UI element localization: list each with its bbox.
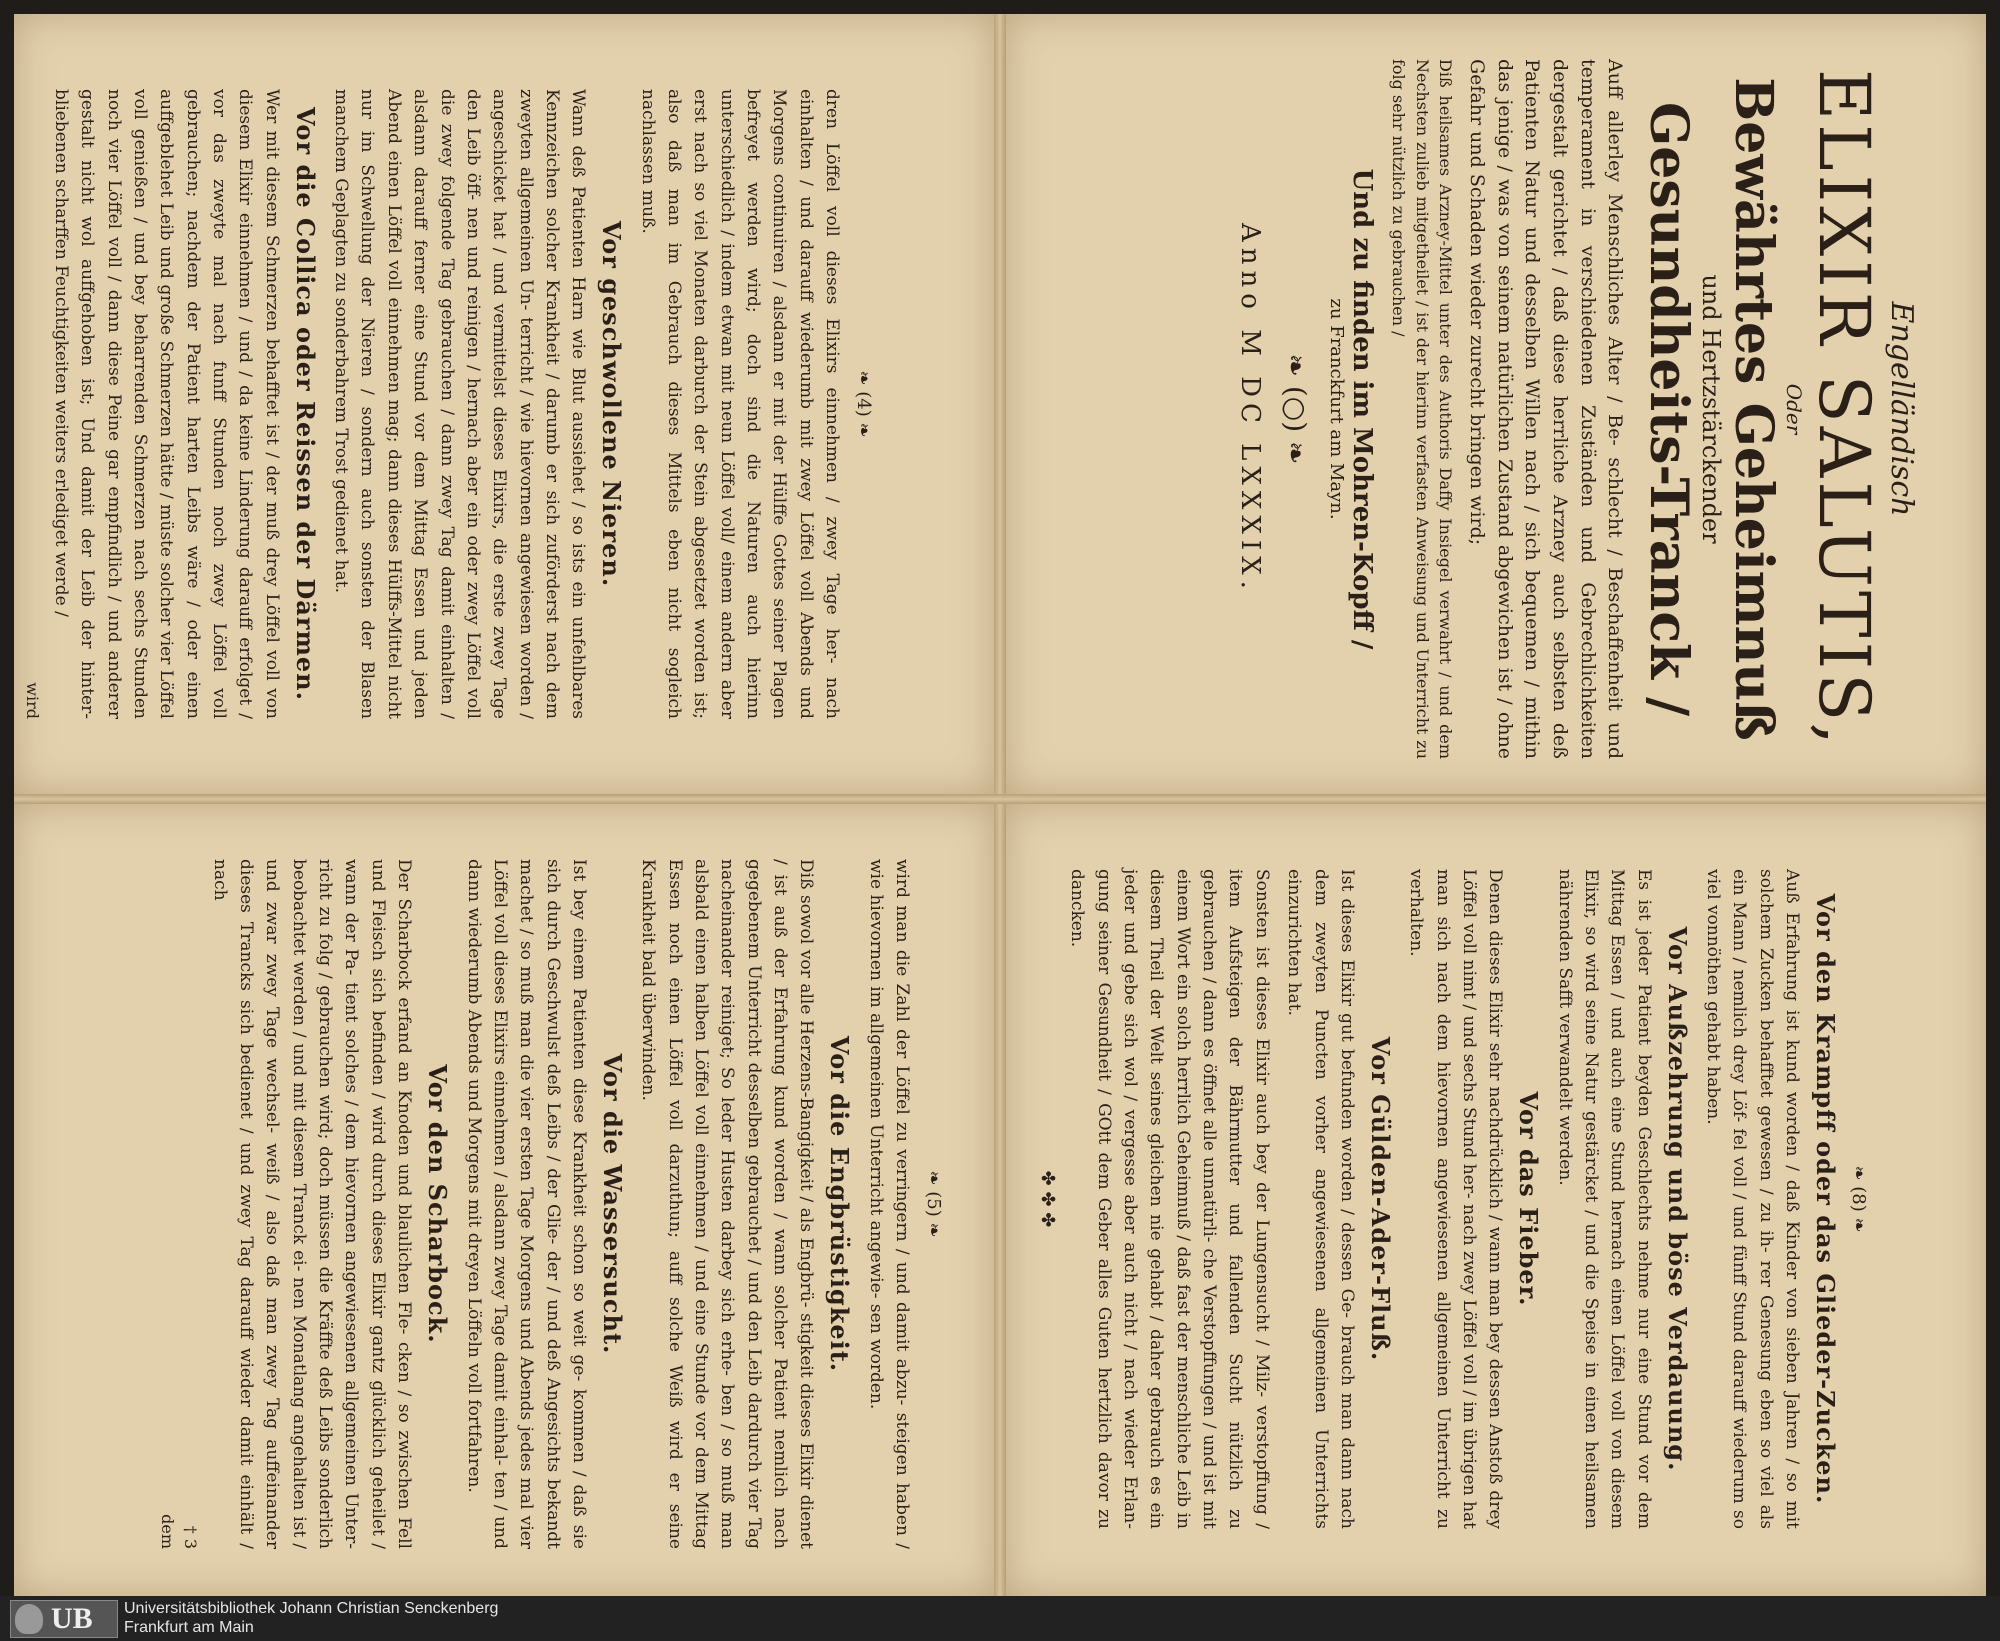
- title-line: Oder: [1782, 383, 1807, 435]
- section-heading: Vor Gülden-Ader-Fluß.: [1365, 1036, 1395, 1362]
- portrait-icon: [15, 1604, 43, 1634]
- section-heading: Vor den Scharbock.: [423, 1064, 453, 1344]
- library-logo: [10, 1600, 118, 1638]
- title-page-text: [1235, 59, 1919, 759]
- ornament: ❧ (○) ❧: [1279, 353, 1313, 465]
- paragraph: Der Scharbock erfand an Knoden und blaulichen Fle- cken / so zwischen Fell und Fleisch sich befinden / wird durch dieses Elixir gantz glücklich geheilet / wann der Pa- tient solches / dem hievornen angewiesenen allgemeinen Unter- richt zu folg / gebrauchen wird; doch müssen die Kräffte deß Leibs sonderlich beobachtet werden / und mit diesem Tranck ei- nen Monatlang angehalten ist / und zwar zwey Tage wechsel- weiß / also daß man zwey Tag auffeinander dieses Trancks sich bedienet / und zwey Tag darauff wieder damit einhält / nach: [209, 859, 415, 1549]
- title-line: Engelländisch: [1884, 301, 1919, 517]
- paragraph: Auß Erfahrung ist kund worden / daß Kinder von sieben Jahren / so mit solchem Zucken behafftet gewesen / zu ih- rer Genesung eben so viel als ein Mann / nemlich drey Löf- fel voll / und fünff Stund darauff wiederum so viel vonnöthen gehabt haben.: [1702, 869, 1802, 1529]
- title-line: Gesundheits-Tranck /: [1638, 101, 1700, 717]
- paragraph: Wann deß Patienten Harn wie Blut aussiehet / so ists ein unfehlbares Kennzeichen solcher Krankheit / darumb er sich zuförderst nach dem zweyten allgemeinen Un- terricht / wie hievornen angewiesen worden / angeschicket hat / und vermittelst dieses Elixirs, die erste zwey Tage den Leib öff- nen und reinigen / hernach aber ein oder zwey Löffel voll die zwey folgende Tag gebrauchen / dann zwey Tag damit einhalten / alsdann darauff ferner eine Stund vor dem Mittag Essen und jeden Abend einen Löffel voll einnehmen mag; dann dieses Hülffs-Mittel nicht nur im Schwellung der Nieren / sondern auch sonsten der Blasen manchem Geplagten zu sonderbahrem Trost gedienet hat.: [331, 89, 589, 719]
- signature-mark: † 3: [181, 1525, 201, 1549]
- title-description: Auff allerley Menschliches Alter / Be- schlecht / Beschaffenheit und temperament in verschiedenen Zuständen und Gebrechlichkeiten dergestalt gerichtet / daß diese herrliche Arzney auch selbsten deß Patienten Natur und desselben Willen nach / sich bequemen / mithin das jenige / was von seinem natürlichen Zustand abgewichen ist / ohne Gefahr und Schaden wieder zurecht bringen wird;: [1466, 59, 1627, 759]
- page-4-text: [23, 89, 874, 719]
- page-5-text: [158, 859, 944, 1549]
- place-line: zu Franckfurt am Mayn.: [1326, 298, 1348, 520]
- horizontal-fold: [14, 794, 1986, 804]
- page-number: ❧ (5) ❧: [923, 1170, 944, 1238]
- section-heading: Vor die Engbrüstigkeit.: [825, 1035, 855, 1373]
- title-line: Bewährtes Geheimnuß: [1723, 77, 1785, 741]
- library-line-1: Universitätsbibliothek Johann Christian Senckenberg: [124, 1600, 499, 1617]
- section-heading: Vor die Wassersucht.: [597, 1053, 627, 1355]
- title-note: Diß heilsames Arzney-Mittel unter des Authoris Daffy Insiegel verwahrt / und dem Nechsten zulieb mitgetheilet / ist der hierinn verfasten Anweisung und Unterricht zu folg sehr nützlich zu gebrauchen /: [1389, 59, 1455, 759]
- section-heading: Vor die Collica oder Reissen der Därmen.: [290, 107, 320, 701]
- paragraph: wird man die Zahl der Löffel zu verringern / und damit abzu- steigen haben / wie hievornen im allgemeinen Unterricht angewie- sen worden.: [865, 859, 912, 1549]
- catchword: dem: [158, 1514, 178, 1549]
- page-8-text: [1029, 869, 1869, 1529]
- paragraph: Sonsten ist dieses Elixir auch bey der Lungensucht / Milz- verstopffung / item Aufsteigen der Bährmutter und fallenden Sucht nützlich zu gebrauchen / dann es öffnet alle unnatürli- che Verstopffungen / und ist mit einem Wort ein solch herrlich Geheimnuß / daß fast der menschliche Leib in diesem Theil der Welt seines gleichen nie gehabt / daher gebrauch es ein jeder und gebe sich wol / vergesse aber auch nicht / nach wieder Erlan- gung seiner Gesundheit / GOtt dem Geber alles Guten hertzlich davor zu dancken.: [1067, 869, 1272, 1529]
- paragraph: Ist bey einem Patienten diese Krankheit schon so weit ge- kommen / daß sie sich durch Geschwulst deß Leibs / der Glie- der / und deß Angesichts bekandt machet / so muß man die vier ersten Tage Morgens und Abends jedes mal vier Löffel voll dieses Elixirs einnehmen / alsdann zwey Tage damit einhal- ten / und dann wiederumb Abends und Morgens mit dreyen Löffeln voll fortfahren.: [463, 859, 589, 1549]
- section-heading: Vor Außzehrung und böse Verdauung.: [1662, 926, 1692, 1472]
- library-name: [124, 1599, 498, 1637]
- paragraph: Es ist jeder Patient beyden Geschlechts nehme nur eine Stund vor dem Mittag Essen / und auch eine Stund hernach einen Löffel voll von diesem Elixir, so wird seine Natur gestärcket / und die Speise in einen heilsamen nährenden Safft verwandelt werden.: [1554, 869, 1654, 1529]
- paragraph: Ist dieses Elixir gut befunden worden / dessen Ge- brauch man dann nach dem zweyten Puncten vorher angewiesenen allgemeinen Unterrichts einzurichten hat.: [1284, 869, 1357, 1529]
- paragraph: Diß sowol vor alle Herzens-Bangigkeit / als Engbrü- stigkeit dieses Elixir dienet / ist auß der Erfahrung kund worden / wann solcher Patient nemlich nach gegebenem Unterricht desselben gebrauchet / und den Leib dardurch vier Tag nacheinander reiniget; So leder Husten darbey sich erhe- ben / so muß man alsbald einen halben Löffel voll einnehmen / und eine Stunde vor dem Mittag Essen noch einen Löffel voll darzuthun; auff solche Weiß wird er seine Krankheit bald überwinden.: [638, 859, 817, 1549]
- ornament: ✤ ✤ ✤: [1037, 1170, 1059, 1228]
- section-heading: Vor geschwollene Nieren.: [597, 220, 627, 588]
- section-heading: Vor das Fieber.: [1514, 1091, 1544, 1307]
- paragraph: dren Löffel voll dieses Elixirs einnehmen / zwey Tage her- nach einhalten / und darauff wiederumb mit zwey Löffel voll Abends und Morgens continuiren / alsdann er mit der Hülffe Gottes seiner Plagen befreyet werden wird; doch sind die Naturen auch hierinn unterschiedlich / indem etwan mit neun Löffel voll/ einem andern aber erst nach so viel Monaten darburch der Stein abgesetzet worden ist; also daß man im Gebrauch dieses Mittels eben nicht sogleich nachlassen muß.: [637, 89, 842, 719]
- vertical-fold: [994, 14, 1006, 1596]
- logo-text: UB: [51, 1602, 93, 1635]
- library-line-2: Frankfurt am Main: [124, 1619, 254, 1636]
- section-heading: Vor den Krampff oder das Glieder-Zucken.: [1811, 893, 1840, 1505]
- main-title: ELIXIR SALUTIS,: [1803, 69, 1885, 749]
- page-number: ❧ (4) ❧: [853, 370, 874, 438]
- catchword: wird: [22, 682, 42, 719]
- seller-line: Und zu finden im Mohren-Kopff /: [1347, 168, 1378, 650]
- paragraph: Wer mit diesem Schmerzen behafftet ist / der muß drey Löffel voll von diesem Elixir einnehmen / und / da keine Linderung darauff erfolget / vor das zweyte mal nach funff Stunden noch zwey Löffel voll gebrauchen; nachdem der Patient harten Leibs wäre / oder einen auffgeblehet Leib und große Schmerzen hätte / müste solcher vier Löffel voll genießen / und bey beharrenden Schmerzen nach sechs Stunden noch vier Löffel voll / dann diese Peine gar empfindlich / und anderer gestalt nicht wol auffgehoben ist; Und damit der Leib der hinter- bliebenen scharffen Feuchtigkeiten weiters erlediget werde /: [51, 89, 282, 719]
- footer-bar: [0, 1596, 2000, 1641]
- page-number: ❧ (8) ❧: [1848, 1165, 1869, 1233]
- scanned-sheet: [14, 14, 1986, 1596]
- imprint-year: Anno M DC LXXXIX.: [1235, 223, 1266, 595]
- title-line: und Hertzstärckender: [1697, 274, 1726, 544]
- paragraph: Denen dieses Elixir sehr nachdrücklich / wann man bey dessen Anstoß drey Löffel voll nimt / und sechs Stund her- nach zwey Löffel voll / im übrigen hat man sich nach dem hievornen angewiesenen allgemeinen Unterricht zu verhalten.: [1406, 869, 1506, 1529]
